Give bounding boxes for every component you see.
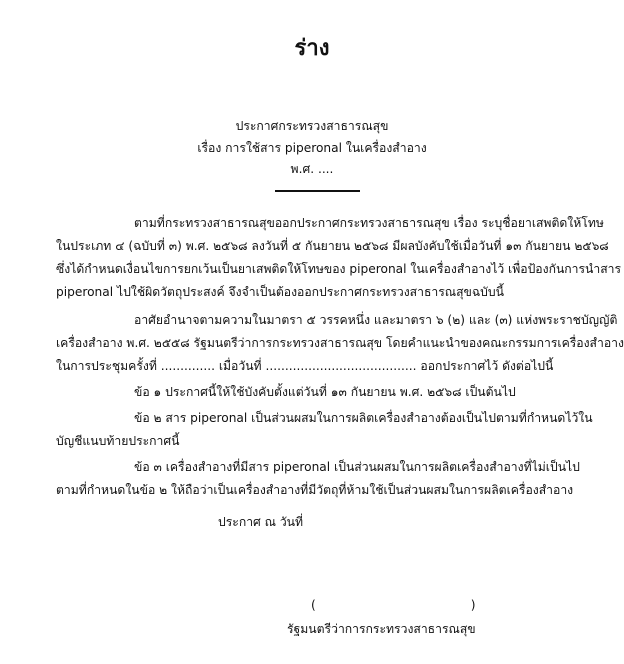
preamble-line: ในประเภท ๔ (ฉบับที่ ๓) พ.ศ. ๒๕๖๘ ลงวันที่ ๕ กันยายน ๒๕๖๘ มีผลบังคับใช้เมื่อวันที่ ๑๓ กันยายน ๒๕๖๘	[56, 239, 609, 253]
clause-1: ข้อ ๑ ประกาศนี้ให้ใช้บังคับตั้งแต่วันที่ ๑๓ กันยายน พ.ศ. ๒๕๖๘ เป็นต้นไป	[134, 385, 516, 399]
preamble-line: ซึ่งได้กำหนดเงื่อนไขการยกเว้นเป็นยาเสพติดให้โทษของ piperonal ในเครื่องสำอางไว้ เพื่อป้องกันการนำสาร	[56, 262, 622, 276]
document-title: ร่าง	[294, 36, 330, 61]
clause-3-line: ตามที่กำหนดในข้อ ๒ ให้ถือว่าเป็นเครื่องสำอางที่มีวัตถุที่ห้ามใช้เป็นส่วนผสมในการผลิตเครื่องสำอาง	[56, 483, 574, 497]
preamble-line: ตามที่กระทรวงสาธารณสุขออกประกาศกระทรวงสาธารณสุข เรื่อง ระบุชื่อยาเสพติดให้โทษ	[134, 216, 604, 230]
clause-2-line: ข้อ ๒ สาร piperonal เป็นส่วนผสมในการผลิตเครื่องสำอางต้องเป็นไปตามที่กำหนดไว้ใน	[134, 411, 593, 425]
authority-line: เครื่องสำอาง พ.ศ. ๒๕๕๘ รัฐมนตรีว่าการกระทรวงสาธารณสุข โดยคำแนะนำของคณะกรรมการเครื่องสำอาง	[56, 336, 624, 350]
divider-line	[275, 190, 360, 192]
authority-line: ในการประชุมครั้งที่ .............. เมื่อวันที่ ....................................... ออกประกาศไว้ ดังต่อไปนี้	[56, 359, 554, 373]
clause-3-line: ข้อ ๓ เครื่องสำอางที่มีสาร piperonal เป็นส่วนผสมในการผลิตเครื่องสำอางที่ไม่เป็นไป	[134, 460, 580, 474]
announcement-issuer: ประกาศกระทรวงสาธารณสุข	[235, 119, 389, 133]
announced-date: ประกาศ ณ วันที่	[218, 515, 304, 529]
authority-line: อาศัยอำนาจตามความในมาตรา ๕ วรรคหนึ่ง และมาตรา ๖ (๒) และ (๓) แห่งพระราชบัญญัติ	[134, 313, 618, 327]
preamble-line: piperonal ไปใช้ผิดวัตถุประสงค์ จึงจำเป็นต้องออกประกาศกระทรวงสาธารณสุขฉบับนี้	[56, 285, 504, 299]
clause-2-line: บัญชีแนบท้ายประกาศนี้	[56, 434, 180, 448]
announcement-subject: เรื่อง การใช้สาร piperonal ในเครื่องสำอาง	[197, 141, 427, 155]
announcement-year: พ.ศ. ....	[290, 162, 334, 176]
signature-parentheses: ( )	[311, 598, 476, 612]
signer-title: รัฐมนตรีว่าการกระทรวงสาธารณสุข	[287, 622, 476, 636]
